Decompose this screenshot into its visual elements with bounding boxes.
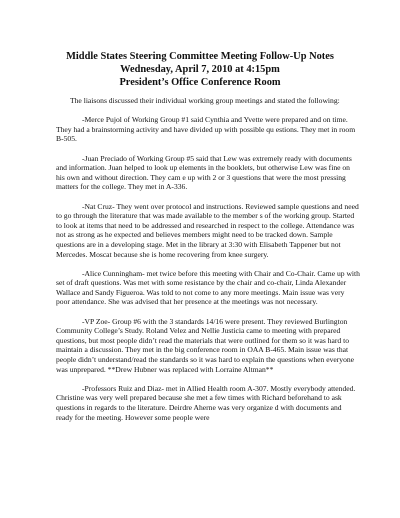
paragraph-text: -VP Zoe- Group #6 with the 3 standards 14/16 were present. They reviewed Burlington Community College’s Study. Roland Velez and Nellie Justicia came to meeting with prepared questions, but most people didn’t read the materials that were outlined for them so it was hard to maintain a discussion. They met in the big conference room in OAA B-465. Main issue was that people didn’t understand/read the standards so it was hard to explain the questions when everyone was unprepared. **Drew Hubner was replaced with Lorraine Altman** (56, 316, 355, 374)
paragraph-text: -Professors Ruiz and Diaz- met in Allied Health room A-307. Mostly everybody attended. Christine was very well prepared because she met a few times with Richard beforehand to ask questions in regards to the literature. Deirdre Aherne was very organize d with documents and ready for the meeting. However some people were (56, 383, 356, 422)
paragraph-text: -Merce Pujol of Working Group #1 said Cynthia and Yvette were prepared and on time. They had a brainstorming activity and have divided up with possible qu estions. They met in room B-505. (56, 115, 356, 144)
paragraph-text: -Juan Preciado of Working Group #5 said that Lew was extremely ready with documents and information. Juan helped to look up elements in the booklets, but otherwise Lew was fine on his own and without direction. They cam e up with 2 or 3 questions that were the most pressing matters for the college. They met in A-336. (56, 153, 352, 192)
intro-text: The liaisons discussed their individual working group meetings and stated the following: (70, 96, 340, 105)
document-body (56, 96, 360, 422)
paragraph-vp-zoe (56, 317, 360, 375)
header-location: President’s Office Conference Room (119, 77, 281, 88)
header-title: Middle States Steering Committee Meeting Follow-Up Notes (66, 51, 334, 62)
paragraph-juan-preciado (56, 154, 360, 192)
paragraph-text: -Nat Cruz- They went over protocol and instructions. Reviewed sample questions and need to go through the literature that was made available to the member s of the working group. Started to look at items that need to be addressed and researched in respect to the college. Attendance was not as strong as he expected and believes members might need to be tracked down. Sample questions are in a developing stage. Met in the library at 3:30 with Elisabeth Tappener but not Mercedes. Moscat because she is home recovering from knee surgery. (56, 201, 359, 259)
document-header (40, 0, 360, 89)
intro-paragraph (56, 96, 360, 106)
paragraph-merce-pujol (56, 115, 360, 144)
header-date: Wednesday, April 7, 2010 at 4:15pm (120, 64, 280, 75)
paragraph-professors (56, 384, 360, 422)
paragraph-nat-cruz (56, 202, 360, 260)
paragraph-alice-cunningham (56, 269, 360, 307)
paragraph-text: -Alice Cunningham- met twice before this meeting with Chair and Co-Chair. Came up with set of draft questions. Was met with some resistance by the chair and co-chair, Linda Alexander Wallace and Sandy Figueroa. Was told to not come to any more meetings. Main issue was very poor attendance. She was advised that her presence at the meetings was not necessary. (56, 268, 360, 307)
